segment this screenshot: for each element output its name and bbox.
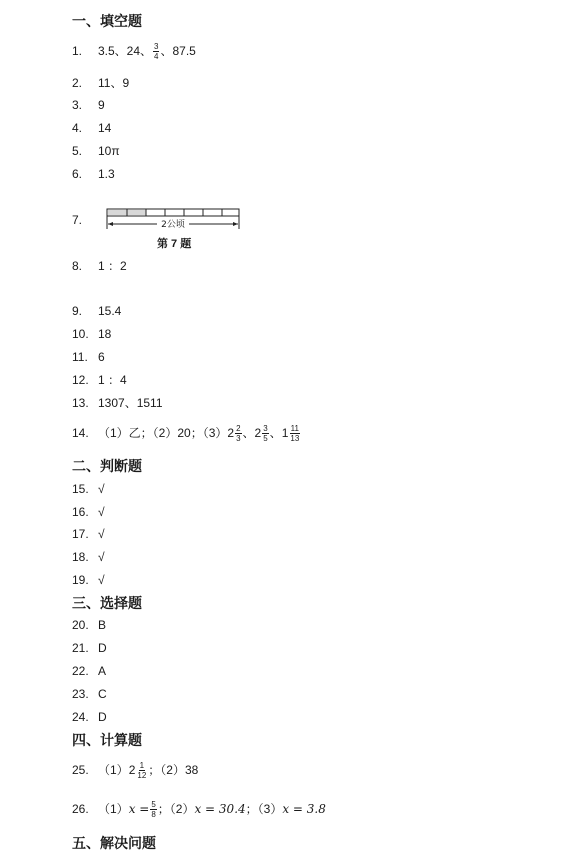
answer-q22 (72, 663, 106, 679)
q-number: 10. (72, 327, 89, 341)
q-number: 15. (72, 482, 89, 496)
answer-text: （1） (98, 762, 129, 777)
separator: 、 (242, 425, 255, 440)
q-number: 3. (72, 98, 83, 112)
q-number: 17. (72, 527, 89, 541)
answer-text: 18 (98, 327, 112, 341)
q-number: 25. (72, 762, 89, 777)
answer-text: 9 (98, 98, 105, 112)
answer-q3 (72, 97, 105, 113)
check-mark: √ (98, 527, 105, 541)
q-number: 7. (72, 213, 83, 227)
scale-label: 2公顷 (161, 220, 185, 230)
equation: x = 3.8 (282, 801, 326, 816)
answer-q11 (72, 349, 105, 365)
answer-q13 (72, 395, 163, 411)
q-number: 6. (72, 167, 83, 181)
answer-text: 14 (98, 121, 112, 135)
check-mark: √ (98, 550, 105, 564)
answer-q7 (72, 212, 98, 228)
q-number: 13. (72, 396, 89, 410)
q-number: 20. (72, 618, 89, 632)
section-heading-word-problems: 五、解决问题 (72, 835, 156, 851)
fraction: $\frac{2}{3}$ (236, 424, 241, 443)
q-number: 23. (72, 687, 89, 701)
figure-caption: 第 7 题 (157, 238, 192, 250)
answer-q18 (72, 549, 105, 565)
scale-figure (105, 207, 245, 251)
check-mark: √ (98, 482, 105, 496)
scale-bar-diagram (105, 207, 245, 235)
answer-text: ；（3） (245, 801, 283, 816)
answer-text: 1 ：4 (98, 373, 127, 387)
answer-q5 (72, 143, 120, 159)
answer-text: 6 (98, 350, 105, 364)
answer-text: （1） (98, 801, 129, 816)
answer-text: C (98, 687, 107, 701)
answer-text: ；（2） (157, 801, 195, 816)
answer-text: 10π (98, 144, 120, 158)
section-heading-calculation: 四、计算题 (72, 732, 142, 748)
answer-q2 (72, 75, 129, 91)
answer-q20 (72, 617, 106, 633)
answer-q14 (72, 424, 301, 443)
q-number: 9. (72, 304, 83, 318)
answer-q24 (72, 709, 107, 725)
q-number: 26. (72, 801, 89, 816)
section-heading-fill-blank: 一、填空题 (72, 13, 142, 29)
answer-q19 (72, 572, 105, 588)
answer-text: B (98, 618, 107, 632)
separator: 、 (269, 425, 282, 440)
answer-q15 (72, 481, 105, 497)
answer-q6 (72, 166, 115, 182)
q-number: 18. (72, 550, 89, 564)
answer-text: D (98, 641, 107, 655)
answer-text: 、87.5 (160, 43, 196, 58)
answer-text: 1 ：2 (98, 259, 127, 273)
mixed-number-whole: 2 (227, 425, 235, 440)
q-number: 22. (72, 664, 89, 678)
answer-q8 (72, 258, 127, 274)
answer-text: 1.3 (98, 167, 115, 181)
q-number: 8. (72, 259, 83, 273)
q-number: 24. (72, 710, 89, 724)
answer-text: 1307、1511 (98, 396, 163, 410)
answer-q23 (72, 686, 107, 702)
q-number: 5. (72, 144, 83, 158)
q-number: 2. (72, 76, 83, 90)
q-number: 21. (72, 641, 89, 655)
q-number: 4. (72, 121, 83, 135)
answer-q25 (72, 761, 198, 780)
fraction: $\frac{3}{5}$ (263, 424, 268, 443)
answer-text: ；（2）38 (148, 762, 199, 777)
answer-text: 3.5、24、 (98, 43, 153, 58)
fraction: $\frac{11}{13}$ (290, 424, 300, 443)
answer-q4 (72, 120, 111, 136)
q-number: 19. (72, 573, 89, 587)
section-heading-true-false: 二、判断题 (72, 458, 142, 474)
section-heading-multiple-choice: 三、选择题 (72, 595, 142, 611)
equation: x = (128, 801, 150, 816)
answer-q10 (72, 326, 111, 342)
answer-text: 15.4 (98, 304, 122, 318)
q-number: 16. (72, 505, 89, 519)
answer-q1 (72, 42, 196, 61)
fraction: $\frac{1}{12}$ (137, 761, 147, 780)
q-number: 1. (72, 43, 83, 58)
equation: x = 30.4 (194, 801, 246, 816)
q-number: 14. (72, 425, 89, 440)
answer-text: 11、9 (98, 76, 130, 90)
answer-q17 (72, 526, 105, 542)
answer-text: （1）乙；（2）20；（3） (98, 425, 228, 440)
mixed-number-whole: 1 (281, 425, 289, 440)
answer-text: A (98, 664, 107, 678)
answer-q26 (72, 800, 326, 819)
mixed-number-whole: 2 (128, 762, 136, 777)
check-mark: √ (98, 573, 105, 587)
answer-q12 (72, 372, 127, 388)
fraction: $\frac{3}{4}$ (154, 42, 159, 61)
q-number: 12. (72, 373, 89, 387)
check-mark: √ (98, 505, 105, 519)
answer-q16 (72, 504, 105, 520)
answer-q21 (72, 640, 107, 656)
answer-text: D (98, 710, 107, 724)
answer-q9 (72, 303, 121, 319)
mixed-number-whole: 2 (254, 425, 262, 440)
fraction: $\frac{5}{8}$ (151, 800, 156, 819)
q-number: 11. (72, 350, 88, 364)
